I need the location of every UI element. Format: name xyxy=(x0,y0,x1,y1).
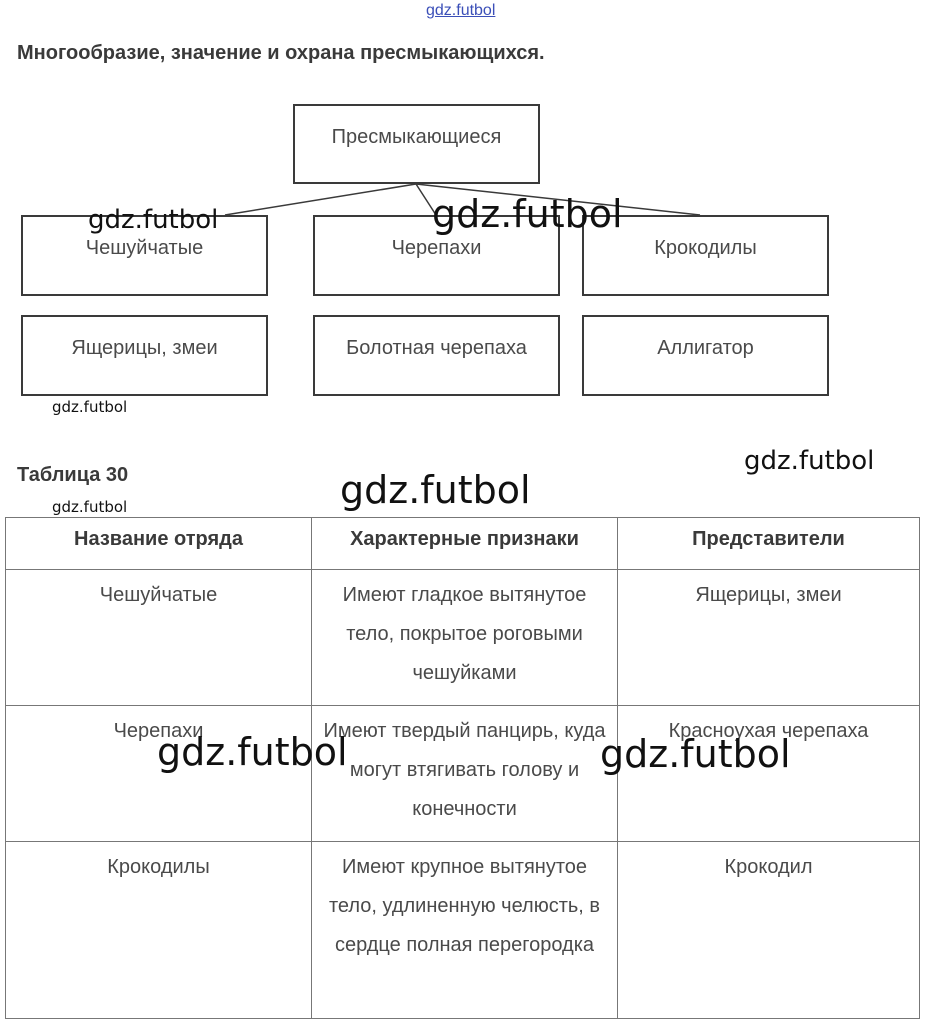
watermark: gdz.futbol xyxy=(88,205,219,235)
column-header: Название отряда xyxy=(6,518,312,570)
diagram-example-box xyxy=(21,315,268,396)
table-header-row xyxy=(6,518,920,570)
table-cell: Крокодил xyxy=(618,842,920,1019)
site-link[interactable]: gdz.futbol xyxy=(426,2,496,19)
diagram-order-label: Крокодилы xyxy=(654,237,757,259)
watermark: gdz.futbol xyxy=(744,446,875,476)
diagram-example-label: Болотная черепаха xyxy=(346,337,527,359)
table-cell: Имеют крупное вытянутое тело, удлиненную челюсть, в сердце полная перегородка xyxy=(312,842,618,1019)
watermark: gdz.futbol xyxy=(432,192,623,236)
diagram-example-label: Ящерицы, змеи xyxy=(71,337,218,359)
diagram-order-label: Чешуйчатые xyxy=(85,237,204,259)
watermark: gdz.futbol xyxy=(340,468,531,512)
table-cell: Черепахи xyxy=(6,706,312,842)
table-row xyxy=(6,570,920,706)
diagram-root-box xyxy=(293,104,540,184)
diagram-example-label: Аллигатор xyxy=(657,337,754,359)
diagram-example-box xyxy=(313,315,560,396)
watermark: gdz.futbol xyxy=(52,498,128,516)
table-cell: Имеют гладкое вытянутое тело, покрытое роговыми чешуйками xyxy=(312,570,618,706)
table-cell: Крокодилы xyxy=(6,842,312,1019)
diagram-root-label: Пресмыкающиеся xyxy=(331,126,502,148)
watermark: gdz.futbol xyxy=(157,730,348,774)
column-header: Характерные признаки xyxy=(312,518,618,570)
table-cell: Чешуйчатые xyxy=(6,570,312,706)
column-header: Представители xyxy=(618,518,920,570)
diagram-example-box xyxy=(582,315,829,396)
watermark: gdz.futbol xyxy=(600,732,791,776)
diagram-order-label: Черепахи xyxy=(391,237,482,259)
watermark: gdz.futbol xyxy=(52,398,128,416)
table-cell: Красноухая черепаха xyxy=(618,706,920,842)
table-row xyxy=(6,842,920,1019)
connector-left xyxy=(225,184,416,215)
table-caption: Таблица 30 xyxy=(17,464,129,486)
table-cell: Ящерицы, змеи xyxy=(618,570,920,706)
table-cell: Имеют твердый панцирь, куда могут втягивать голову и конечности xyxy=(312,706,618,842)
page-heading: Многообразие, значение и охрана пресмыкающихся. xyxy=(17,42,545,64)
